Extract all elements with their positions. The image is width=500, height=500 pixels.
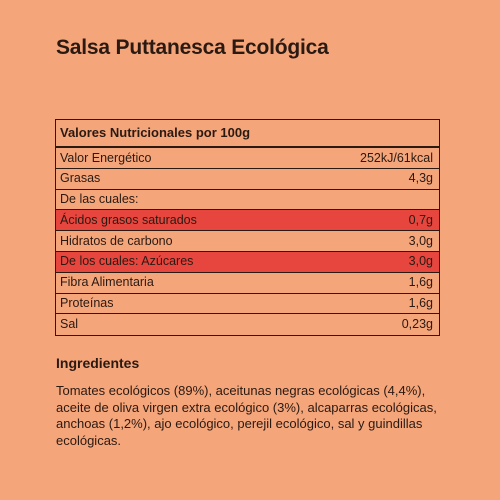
nutrition-row-fiber [56, 273, 439, 294]
nutrition-row-protein [56, 294, 439, 315]
nutrition-row-salt [56, 314, 439, 335]
nutrition-row-sugars [56, 252, 439, 273]
nutrition-row-saturated-fat [56, 210, 439, 231]
row-label: De los cuales: Azúcares [60, 254, 194, 269]
row-label: Valor Energético [60, 150, 152, 165]
row-label: Hidratos de carbono [60, 233, 173, 248]
row-value: 0,7g [408, 212, 433, 227]
row-label: Sal [60, 317, 79, 332]
ingredients-text: Tomates ecológicos (89%), aceitunas negras ecológicas (4,4%), aceite de oliva virgen extra ecológico (3%), alcaparras ecológicas, anchoas (1,2%), ajo ecológico, perejil ecológico, sal y guindillas ecológicas. [56, 383, 437, 448]
row-value: 4,3g [408, 171, 433, 186]
row-label: Ácidos grasos saturados [60, 212, 197, 227]
ingredients-title: Ingredientes [56, 355, 140, 371]
nutrition-row-of-which [56, 190, 439, 211]
nutrition-row-carbohydrates [56, 231, 439, 252]
row-value: 1,6g [408, 275, 433, 290]
row-value: 1,6g [408, 296, 433, 311]
row-label: Grasas [60, 171, 101, 186]
product-title: Salsa Puttanesca Ecológica [56, 36, 329, 59]
row-value: 252kJ/61kcal [360, 150, 433, 165]
row-value: 3,0g [408, 254, 433, 269]
nutrition-table [55, 119, 440, 336]
row-label: Proteínas [60, 296, 114, 311]
row-value: 0,23g [401, 317, 433, 332]
row-label: Fibra Alimentaria [60, 275, 154, 290]
row-value: 3,0g [408, 233, 433, 248]
nutrition-table-header: Valores Nutricionales por 100g [56, 120, 439, 148]
nutrition-row-energy [56, 148, 439, 169]
nutrition-row-fat [56, 169, 439, 190]
row-label: De las cuales: [60, 192, 139, 207]
